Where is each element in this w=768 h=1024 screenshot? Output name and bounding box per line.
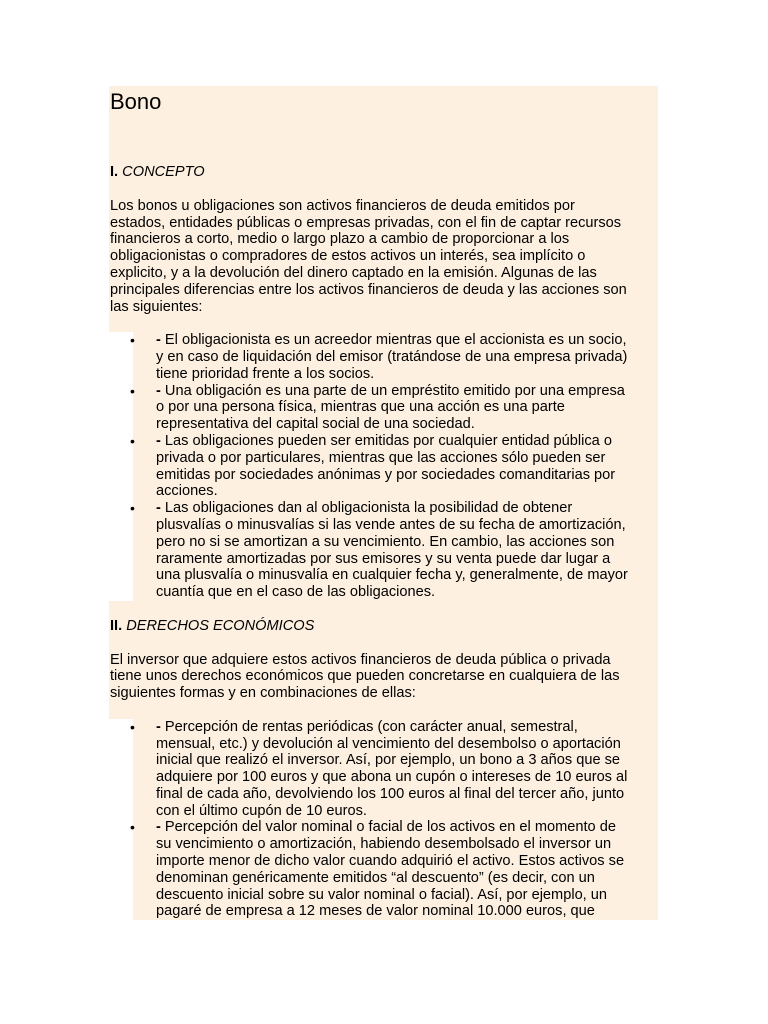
item-dash: - [156,819,161,836]
spacer [109,181,658,198]
spacer [109,702,658,719]
section-name: CONCEPTO [122,164,205,180]
bullet-icon: • [130,382,135,399]
spacer [109,315,658,332]
item-dash: - [156,500,161,517]
page-title: Bono [110,89,162,114]
bullet-icon: • [130,819,135,836]
spacer [109,635,658,652]
list-item [130,718,658,820]
title-block [109,86,658,164]
concepto-bullet-list [109,332,658,601]
section-heading-derechos [109,618,658,635]
section-number: II. [110,617,123,634]
list-item [130,432,658,500]
bullet-icon: • [130,718,135,735]
item-text: El obligacionista es un acreedor mientras que el accionista es un socio, y en caso de liquidación del emisor (tratándose de una empresa privada) tiene prioridad frente a los socios. [156,332,628,382]
bullet-icon: • [130,500,135,517]
bullet-icon: • [130,432,135,449]
bullet-icon: • [130,332,135,349]
section-name: DERECHOS ECONÓMICOS [126,617,315,634]
list-item [130,382,658,433]
item-text: Las obligaciones pueden ser emitidas por cualquier entidad pública o privada o por particulares, mientras que las acciones sólo pueden ser emitidas por sociedades anónimas y por sociedades comanditarias por acciones. [156,432,616,500]
item-text: Las obligaciones dan al obligacionista la posibilidad de obtener plusvalías o minusvalías si las vende antes de su fecha de amortización, pero no si se amortizan a su vencimiento. En cambio, las acciones son raramente amortizadas por sus emisores y su venta puede dar lugar a una plusvalía o minusvalía en cualquier fecha y, generalmente, de mayor cuantía que en el caso de las obligaciones. [156,500,628,601]
list-item [130,819,658,920]
item-dash: - [156,382,161,399]
document-content [109,86,658,920]
item-text: Percepción del valor nominal o facial de los activos en el momento de su vencimiento o amortización, habiendo desembolsado el inversor un importe menor de dicho valor cuando adquirió el activo. Estos activos se denominan genéricamente emitidos “al descuento” (es decir, con un descuento inicial sobre su valor nominal o facial). Así, por ejemplo, un pagaré de empresa a 12 meses de valor nominal 10.000 euros, que [156,819,625,920]
section-heading-concepto [109,164,658,181]
spacer [109,601,658,618]
derechos-paragraph: El inversor que adquiere estos activos financieros de deuda pública o privada tiene unos derechos económicos que pueden concretarse en cualquiera de las siguientes formas y en combinaciones de ellas: [109,652,658,702]
item-text: Una obligación es una parte de un empréstito emitido por una empresa o por una persona física, mientras que una acción es una parte representativa del capital social de una sociedad. [156,382,625,433]
item-text: Percepción de rentas periódicas (con carácter anual, semestral, mensual, etc.) y devolución al vencimiento del desembolso o aportación inicial que realizó el inversor. Así, por ejemplo, un bono a 3 años que se adquiere por 100 euros y que abona un cupón o intereses de 10 euros al final de cada año, devolviendo los 100 euros al final del tercer año, junto con el último cupón de 10 euros. [156,718,628,819]
section-number: I. [110,164,119,180]
derechos-bullet-list [109,719,658,921]
item-dash: - [156,432,161,449]
concepto-paragraph: Los bonos u obligaciones son activos financieros de deuda emitidos por estados, entidades públicas o empresas privadas, con el fin de captar recursos financieros a corto, medio o largo plazo a cambio de proporcionar a los obligacionistas o compradores de estos activos un interés, sea implícito o explicito, y a la devolución del dinero captado en la emisión. Algunas de las principales diferencias entre los activos financieros de deuda y las acciones son las siguientes: [109,198,658,316]
item-dash: - [156,718,161,735]
list-item [130,332,658,382]
item-dash: - [156,332,161,349]
list-item [130,500,658,601]
